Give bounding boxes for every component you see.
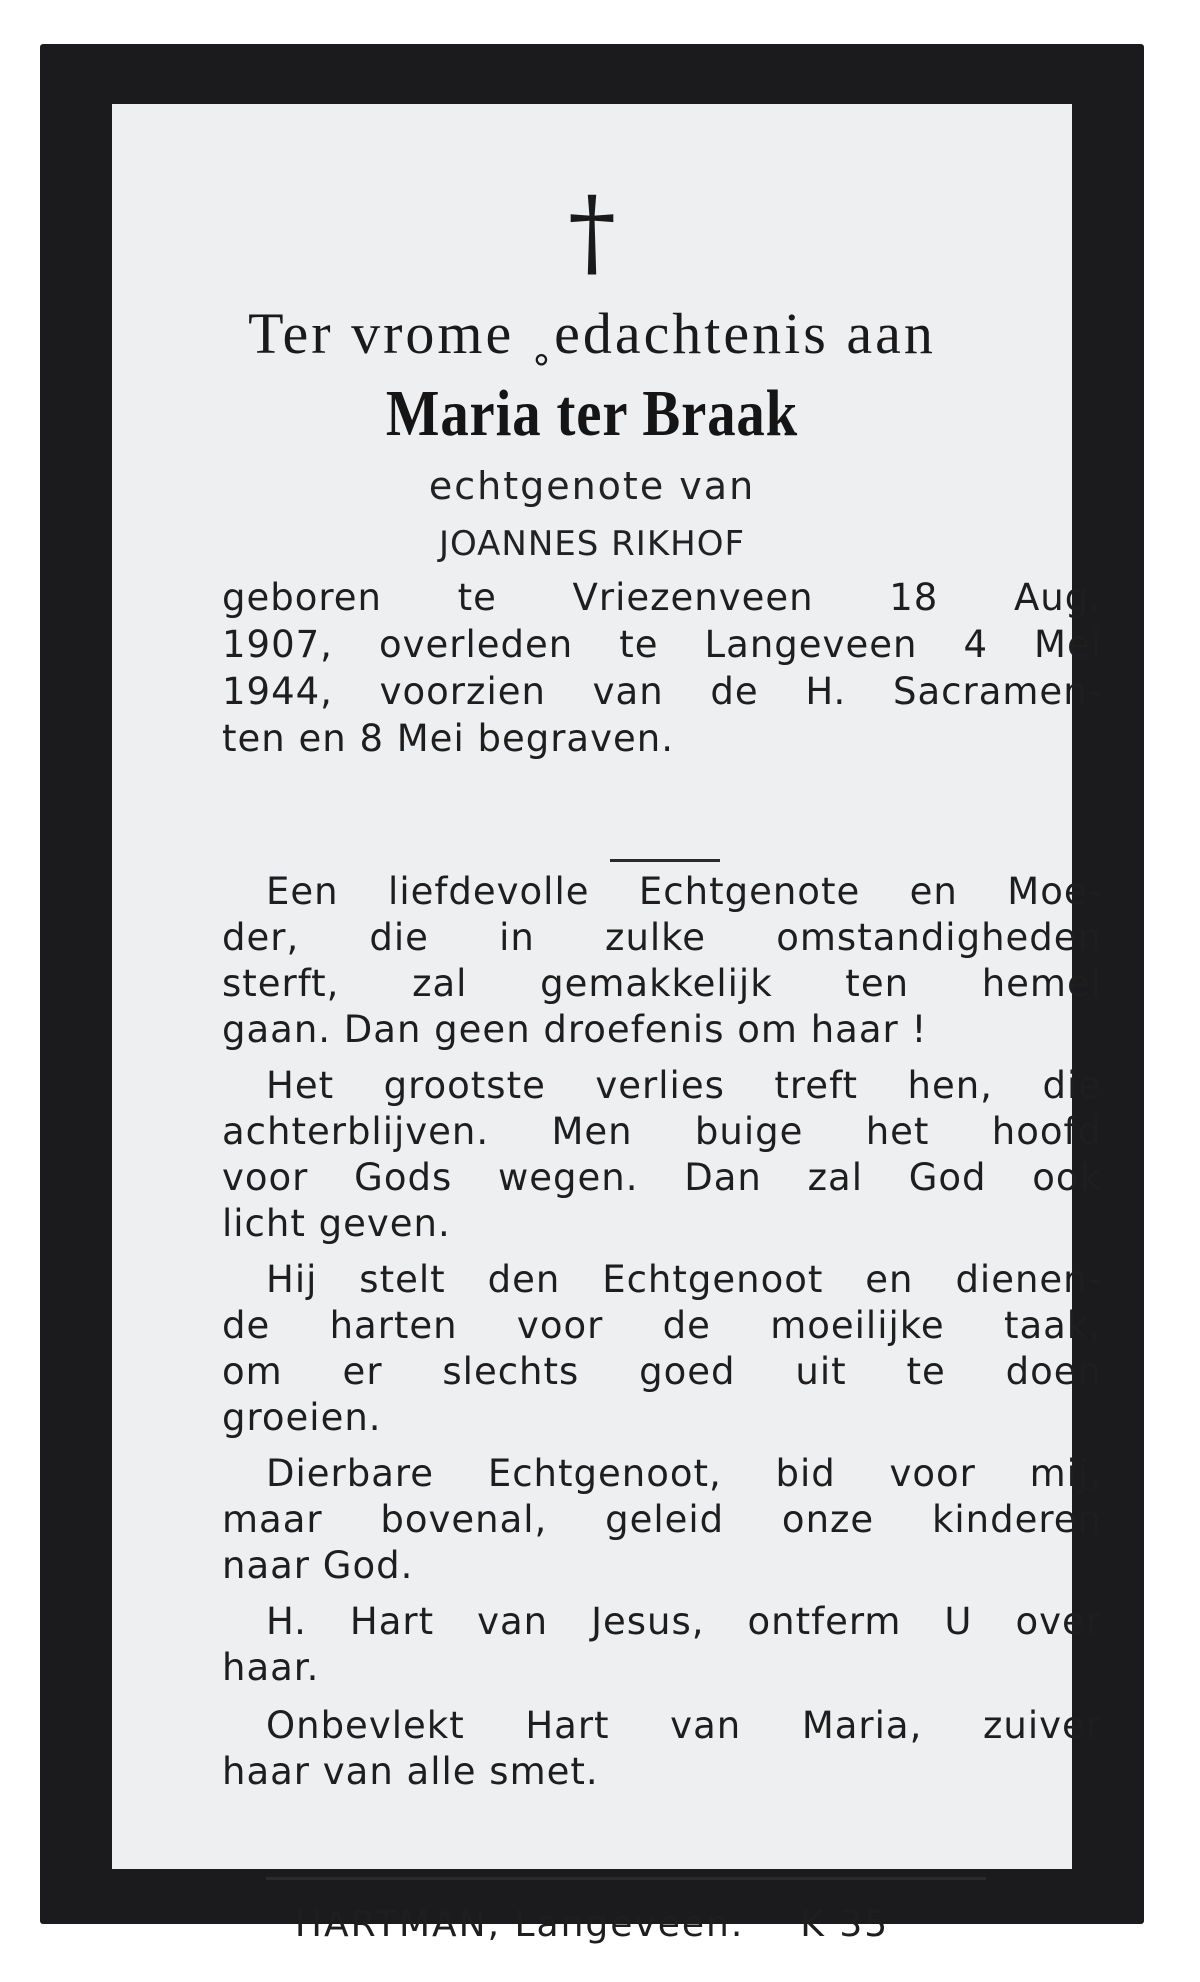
text-line: der, die in zulke omstandigheden — [222, 916, 1102, 959]
details-line: geboren te Vriezenveen 18 Aug. — [222, 576, 1102, 619]
text-line: voor Gods wegen. Dan zal God ook — [222, 1156, 1102, 1199]
details-line: 1907, overleden te Langeveen 4 Mei — [222, 623, 1102, 666]
text-line: Het grootste verlies treft hen, die — [266, 1064, 1102, 1107]
divider — [610, 859, 720, 862]
text-line: Hij stelt den Echtgenoot en dienen- — [266, 1258, 1102, 1301]
footer-rule — [266, 1877, 986, 1880]
card-title: Ter vrome ˳edachtenis aan — [248, 301, 936, 366]
memorial-card — [40, 44, 1144, 1945]
details-line: ten en 8 Mei begraven. — [222, 717, 674, 760]
text-line: Onbevlekt Hart van Maria, zuiver — [266, 1704, 1102, 1747]
paragraph — [222, 1599, 1102, 1691]
prayer-text — [222, 869, 1102, 1795]
text-line: groeien. — [222, 1396, 382, 1439]
paragraph — [222, 1703, 1102, 1795]
birth-death-details — [222, 574, 1102, 762]
text-line: maar bovenal, geleid onze kinderen — [222, 1498, 1102, 1541]
paragraph — [222, 1063, 1102, 1247]
text-line: haar van alle smet. — [222, 1750, 599, 1793]
card-inner-panel — [112, 104, 1102, 1945]
text-line: om er slechts goed uit te doen — [222, 1350, 1102, 1393]
details-line: 1944, voorzien van de H. Sacramen- — [222, 670, 1102, 713]
text-line: naar God. — [222, 1544, 414, 1587]
spouse-label: echtgenote van — [428, 464, 756, 508]
text-line: Een liefdevolle Echtgenote en Moe- — [266, 870, 1102, 913]
printer-imprint — [112, 1904, 1072, 1945]
text-line: H. Hart van Jesus, ontferm U over — [266, 1600, 1102, 1643]
paragraph — [222, 1451, 1102, 1589]
cross-icon: † — [568, 176, 616, 288]
printer-name: HARTMAN, Langeveen. — [294, 1904, 745, 1945]
text-line: de harten voor de moeilijke taak, — [222, 1304, 1102, 1347]
text-line: licht geven. — [222, 1202, 451, 1245]
paragraph — [222, 1257, 1102, 1441]
deceased-name: Maria ter Braak — [385, 377, 799, 450]
spouse-name: JOANNES RIKHOF — [438, 524, 746, 564]
printer-code: K 35 — [800, 1904, 890, 1945]
paragraph — [222, 869, 1102, 1053]
text-line: gaan. Dan geen droefenis om haar ! — [222, 1008, 928, 1051]
text-line: achterblijven. Men buige het hoofd — [222, 1110, 1102, 1153]
text-line: haar. — [222, 1646, 320, 1689]
text-line: Dierbare Echtgenoot, bid voor mij, — [266, 1452, 1102, 1495]
text-line: sterft, zal gemakkelijk ten hemel — [222, 962, 1102, 1005]
